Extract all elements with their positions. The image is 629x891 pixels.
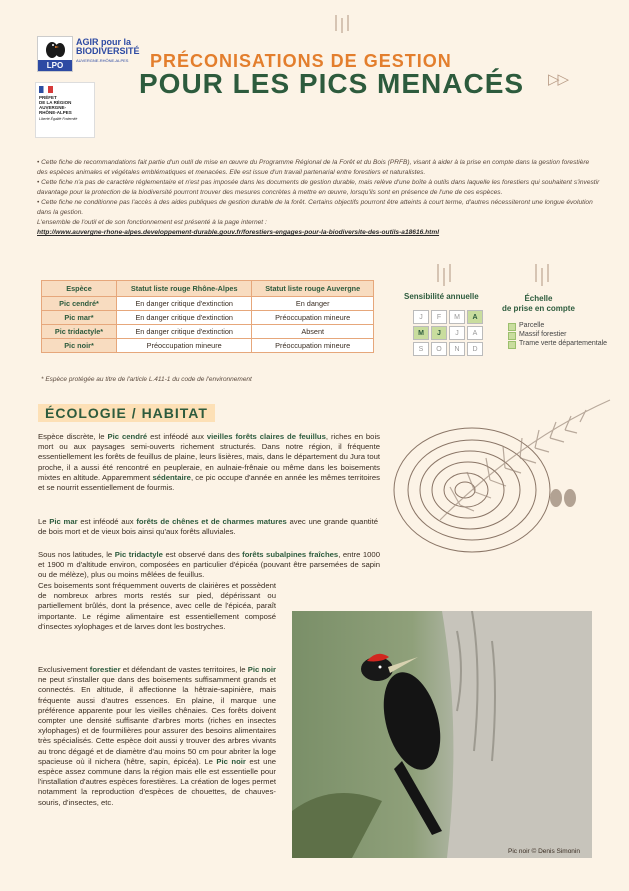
legend-item: Parcelle: [508, 322, 607, 330]
play-arrows-icon: ▷▷: [548, 71, 568, 88]
month-cell: M: [449, 310, 465, 324]
month-cell: M: [413, 326, 429, 340]
paragraph-pic-cendre: Espèce discrète, le Pic cendré est inféodé aux vieilles forêts claires de feuillus, riches en bois mort ou aux paysages semi-ouverts richement structurés. Dans notre région, il fréquente essentiellement les forêts de feuillus de plaine, leurs lisières, mais, dans le département du Jura tout proche, il a aussi été rencontré en peupleraie, en aulnaie-frênaie ou même dans les boisements mixtes en altitude. Apparemment sédentaire, ce pic occupe d'année en année les mêmes territoires et se nourrit essentiellement de fourmis.: [38, 432, 381, 493]
tree-ring-illustration: [380, 380, 620, 600]
table-row: Pic tridactyle* En danger critique d'extinction Absent: [42, 325, 374, 339]
prefet-logo: PRÉFET DE LA RÉGION AUVERGNE- RHÔNE-ALPES Liberté Égalité Fraternité: [35, 82, 95, 138]
status-table: [41, 280, 374, 353]
woodpecker-photo: [292, 611, 592, 858]
table-row: Pic mar* En danger critique d'extinction Préoccupation mineure: [42, 311, 374, 325]
month-cell: O: [431, 342, 447, 356]
scale-title: Échelle de prise en compte: [502, 294, 575, 313]
month-cell: D: [467, 342, 483, 356]
scale-legend: [508, 322, 607, 349]
section-title: ÉCOLOGIE / HABITAT: [38, 404, 215, 422]
month-cell: J: [413, 310, 429, 324]
paragraph-pic-tridactyle: Sous nos latitudes, le Pic tridactyle est observé dans des forêts subalpines fraîches, entre 1000 et 1900 m d'altitude environ, composées en particulier d'épicéa (pouvant être parsemées de sapin ou de mélèze), plus ou moins mêlées de feuillus.: [38, 550, 380, 580]
table-header: Espèce: [42, 281, 117, 297]
agir-logo: AGIR pour la BIODIVERSITÉ AUVERGNE-RHÔNE-ALPES: [76, 37, 140, 63]
paragraph-pic-noir: Exclusivement forestier et défendant de vastes territoires, le Pic noir ne peut s'installer que dans des boisements suffisamment grands et connectés. En altitude, il affectionne la hêtraie-sapinière, mais fréquente aussi d'autres essences. En plaine, il marque une préférence apparente pour les vieilles chênaies. Ces forêts doivent compter une densité suffisante d'arbres morts (riches en insectes xylophages) et de fourmilières pour assurer des besoins alimentaires très spécialisés. Cette espèce doit aussi y trouver des arbres vivants au tronc dégagé et de diamètre d'au moins 50 cm pour abriter la loge spacieuse où il nichera (hêtre, sapin, épicéa). Le Pic noir est une espèce assez commune dans la région mais elle est essentielle pour l'installation d'autres espèces forestières. La création de loges permet notamment la reproduction d'espèces de chouettes, de chauves-souris, d'insectes, etc.: [38, 665, 277, 807]
table-note: * Espèce protégée au titre de l'article L.411-1 du code de l'environnement: [41, 376, 252, 383]
table-row: Pic noir* Préoccupation mineure Préoccupation mineure: [42, 339, 374, 353]
intro-text: • Cette fiche de recommandations fait partie d'un outil de mise en œuvre du Programme Régional de la Forêt et du Bois (PRFB), visant à aider à la prise en compte dans la gestion forestière des espèces animales et végétales emblématiques et menacées. Elle est issue d'un travail partenarial entre forestiers et naturalistes. • Cette fiche n'a pas de caractère réglementaire et n'est pas imposée dans les documents de gestion durable, mais relève d'une boîte à outils dans laquelle les forestiers qui souhaitent s'investir davantage pour la protection de la biodiversité pourront trouver des mesures concrètes à mettre en œuvre, lorsqu'ils sont en présence de l'une de ces espèces. • Cette fiche ne conditionne pas l'accès à des aides publiques de gestion durable de la forêt. Certains objectifs pourront être atteints à court terme, d'autres nécessiteront une longue évolution dans la gestion. L'ensemble de l'outil et de son fonctionnement est présenté à la page internet : http://www.auvergne-rhone-alpes.developpement-durable.gouv.fr/forestiers-engages-pour-la-biodiversite-des-outils-a18616.html: [37, 159, 600, 236]
month-cell: J: [431, 326, 447, 340]
month-cell: J: [449, 326, 465, 340]
french-flag-icon: [39, 86, 53, 93]
photo-credit: Pic noir © Denis Simonin: [508, 848, 580, 855]
table-row: Pic cendré* En danger critique d'extinction En danger: [42, 297, 374, 311]
decorative-lines-icon: [332, 13, 352, 35]
month-cell: N: [449, 342, 465, 356]
paragraph-pic-tridactyle-2: Ces boisements sont fréquemment ouverts de clairières et possèdent de nombreux arbres morts restés sur pied, dépérissant ou partiellement brûlés, dont la présence, avec celle de l'épicéa, paraît importante. Le régime alimentaire est essentiellement composé d'insectes xylophages et de larves dont les bostryches.: [38, 581, 276, 631]
month-cell: F: [431, 310, 447, 324]
sensitivity-title: Sensibilité annuelle: [404, 292, 479, 301]
page-title: POUR LES PICS MENACÉS: [139, 68, 525, 99]
info-link[interactable]: http://www.auvergne-rhone-alpes.developpement-durable.gouv.fr/forestiers-engages-pour-la-biodiversite-des-outils-a18616.html: [37, 229, 440, 236]
title-top: PRÉCONISATIONS DE GESTION: [150, 51, 452, 71]
table-header: Statut liste rouge Auvergne: [252, 281, 374, 297]
sensitivity-calendar: [413, 310, 485, 356]
month-cell: A: [467, 310, 483, 324]
paragraph-pic-mar: Le Pic mar est inféodé aux forêts de chênes et de charmes matures avec une grande quantité de bois mort et de vieux bois ainsi qu'aux forêts alluviales.: [38, 517, 378, 537]
legend-item: Trame verte départementale: [508, 340, 607, 348]
month-cell: A: [467, 326, 483, 340]
lpo-logo: LPO: [37, 36, 73, 72]
legend-item: Massif forestier: [508, 331, 607, 339]
month-cell: S: [413, 342, 429, 356]
table-header: Statut liste rouge Rhône-Alpes: [117, 281, 252, 297]
decorative-lines-icon: [432, 260, 562, 288]
